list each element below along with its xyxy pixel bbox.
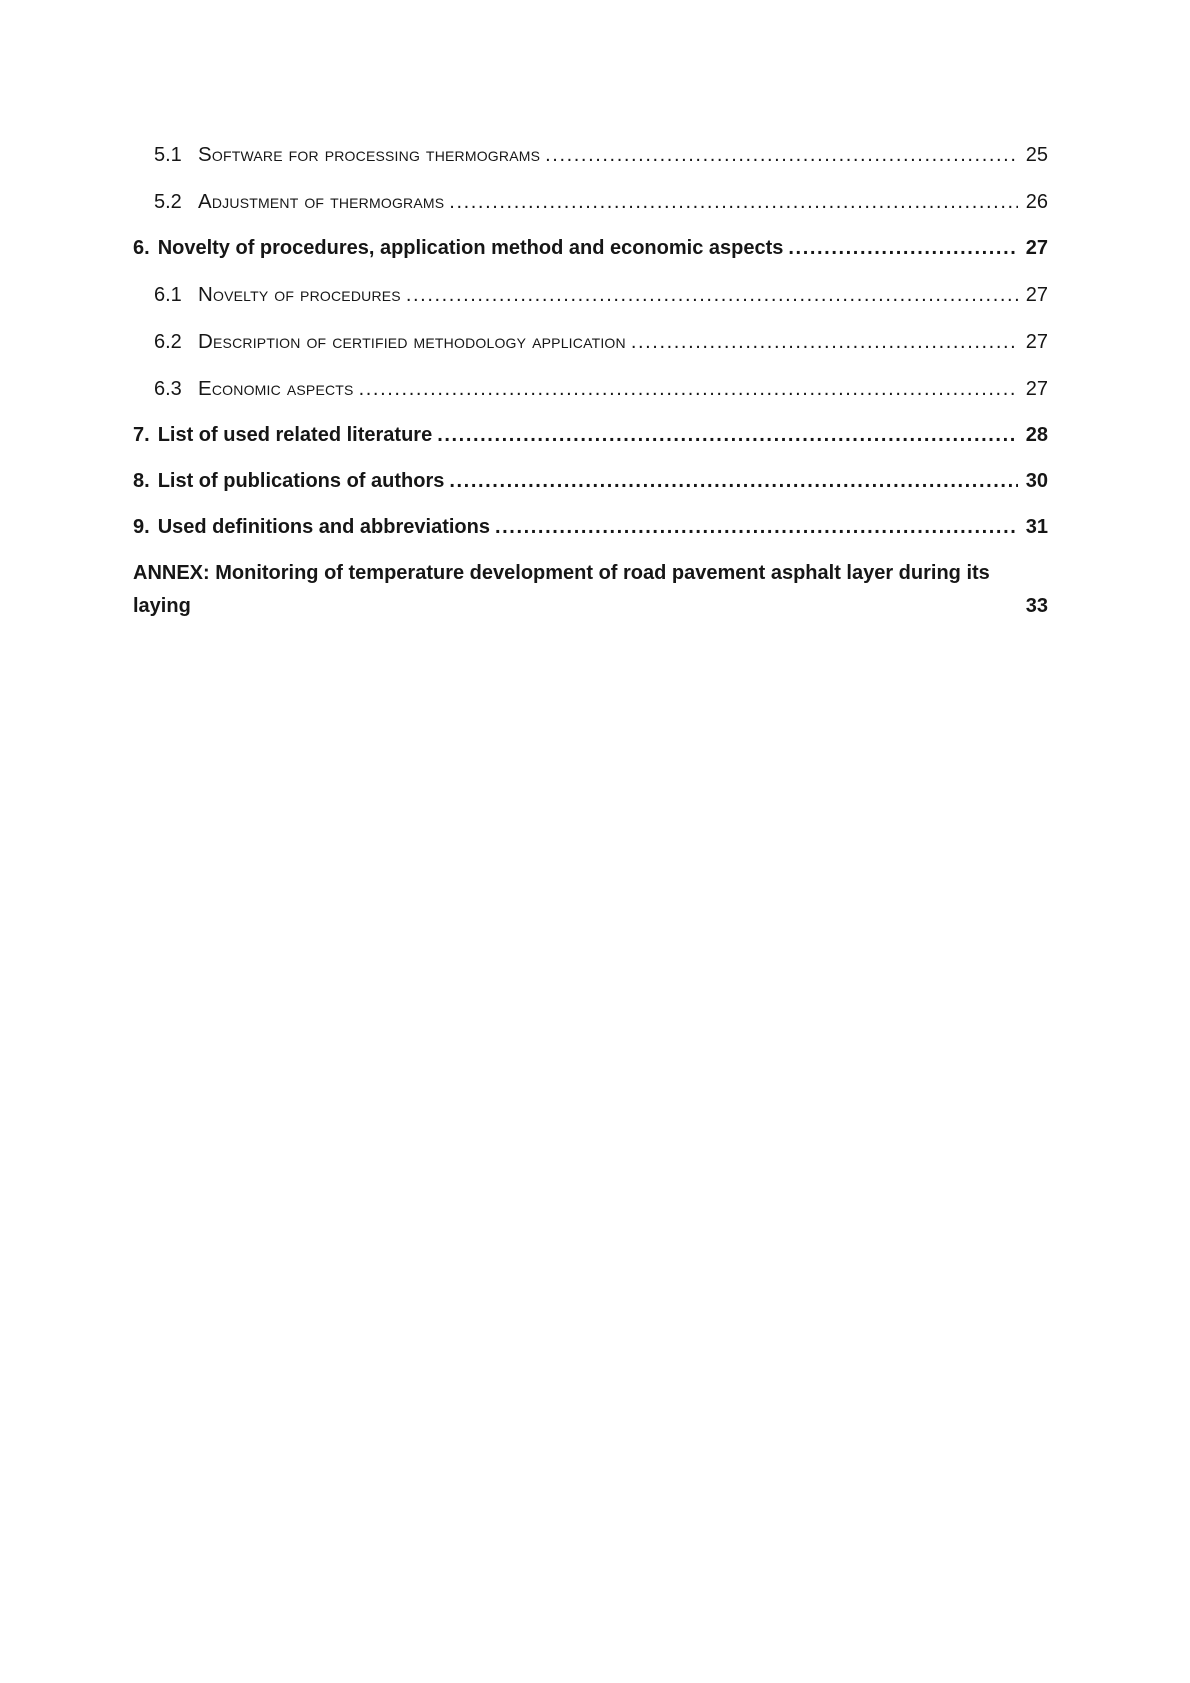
toc-entry-title: List of publications of authors	[157, 470, 445, 492]
toc-entry-6-3	[133, 372, 1048, 406]
toc-entry-number: 5.2	[154, 191, 182, 213]
toc-entry-6	[133, 232, 1048, 265]
toc-entry-page: 30	[1025, 470, 1048, 492]
toc-entry-7	[133, 419, 1048, 452]
toc-entry-title: Software for processing thermograms	[198, 143, 541, 166]
toc-entry-page: 27	[1025, 331, 1048, 353]
dot-leader	[437, 419, 1018, 452]
toc-entry-9	[133, 511, 1048, 544]
toc-entry-annex	[133, 557, 1048, 623]
dot-leader	[545, 139, 1018, 172]
toc-entry-5-1	[133, 138, 1048, 172]
toc-entry-number: 5.1	[154, 144, 182, 166]
dot-leader	[406, 279, 1018, 312]
toc-entry-title: Novelty of procedures, application method and economic aspects	[157, 237, 784, 259]
toc-entry-5-2	[133, 185, 1048, 219]
toc-entry-title: Description of certified methodology application	[198, 330, 626, 353]
toc-entry-title: Used definitions and abbreviations	[157, 516, 490, 538]
dot-leader	[449, 465, 1017, 498]
toc-entry-page: 26	[1025, 191, 1048, 213]
dot-leader	[449, 186, 1017, 219]
toc-entry-number: 8.	[133, 470, 150, 492]
toc-entry-page: 33	[1014, 590, 1048, 623]
toc-entry-page: 27	[1025, 378, 1048, 400]
toc-entry-number: 9.	[133, 516, 150, 538]
toc-entry-page: 27	[1025, 237, 1048, 259]
toc-entry-page: 31	[1025, 516, 1048, 538]
toc-entry-number: 6.1	[154, 284, 182, 306]
dot-leader	[631, 326, 1018, 359]
toc-entry-6-1	[133, 278, 1048, 312]
toc-entry-number: 6.	[133, 237, 150, 259]
table-of-contents	[133, 138, 1048, 636]
toc-entry-number: 7.	[133, 424, 150, 446]
toc-entry-title: List of used related literature	[157, 424, 433, 446]
toc-entry-number: 6.2	[154, 331, 182, 353]
toc-entry-6-2	[133, 325, 1048, 359]
toc-entry-8	[133, 465, 1048, 498]
toc-entry-title: Novelty of procedures	[198, 283, 401, 306]
toc-entry-page: 28	[1025, 424, 1048, 446]
dot-leader	[359, 373, 1018, 406]
toc-entry-title: ANNEX: Monitoring of temperature development of road pavement asphalt layer during its laying	[133, 562, 990, 617]
toc-entry-title: Economic aspects	[198, 377, 354, 400]
dot-leader	[788, 232, 1017, 265]
toc-entry-title: Adjustment of thermograms	[198, 190, 445, 213]
toc-entry-page: 27	[1025, 284, 1048, 306]
toc-entry-page: 25	[1025, 144, 1048, 166]
dot-leader	[495, 511, 1018, 544]
toc-entry-number: 6.3	[154, 378, 182, 400]
